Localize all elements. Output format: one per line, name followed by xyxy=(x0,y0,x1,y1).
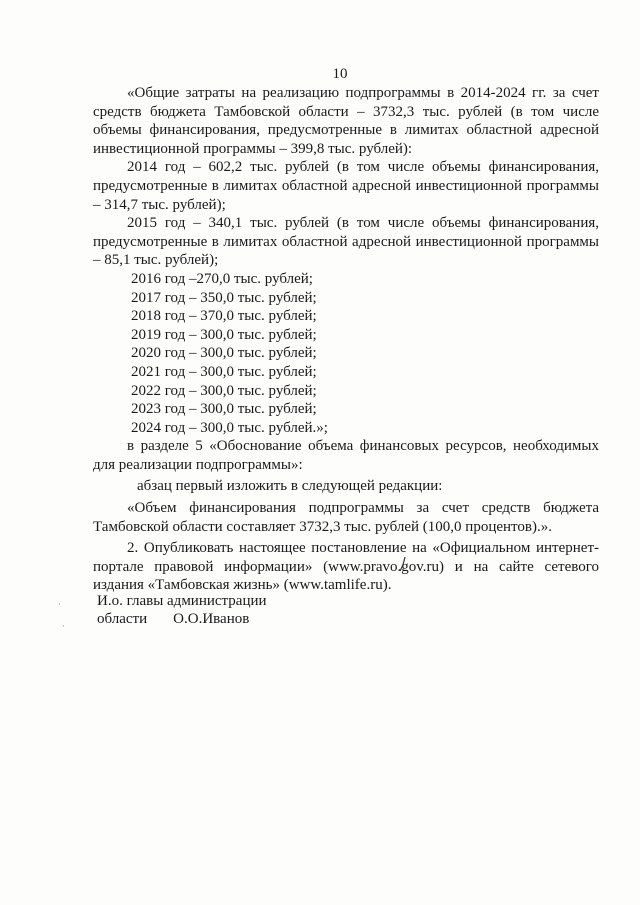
paragraph-publish: 2. Опубликовать настоящее постановление на «Официальном интернет-портале правовой информации» (www.pravo.gov.ru) и на сайте сетевого издания «Тамбовская жизнь» (www.tamlife.ru). xyxy=(93,540,599,594)
year-line-2017: 2017 год – 350,0 тыс. рублей; xyxy=(131,289,317,306)
signature-name: О.О.Иванов xyxy=(173,611,250,627)
year-line-2018: 2018 год – 370,0 тыс. рублей; xyxy=(131,308,317,325)
signature-block xyxy=(97,592,267,628)
paragraph-year-2015: 2015 год – 340,1 тыс. рублей (в том числе объемы финансирования, предусмотренные в лимитах областной адресной инвестиционной программы – 85,1 тыс. рублей); xyxy=(93,215,599,269)
signature-region-row xyxy=(97,610,267,628)
page-number: 10 xyxy=(332,66,348,82)
signature-region: области xyxy=(97,611,148,627)
pen-mark-icon xyxy=(398,556,408,572)
paragraph-section-5: в разделе 5 «Обоснование объема финансовых ресурсов, необходимых для реализации подпрограммы»: xyxy=(93,438,599,473)
year-line-2024: 2024 год – 300,0 тыс. рублей.»; xyxy=(131,419,328,436)
document-body xyxy=(93,84,599,595)
paragraph-total-costs: «Общие затраты на реализацию подпрограммы в 2014-2024 гг. за счет средств бюджета Тамбовской области – 3732,3 тыс. рублей (в том числе объемы финансирования, предусмотренные в лимитах областной адресной инвестиционной программы – 399,8 тыс. рублей): xyxy=(93,85,599,157)
paragraph-abzac: абзац первый изложить в следующей редакции: xyxy=(137,478,443,495)
year-line-2019: 2019 год – 300,0 тыс. рублей; xyxy=(131,326,317,343)
scan-speck-icon: · xyxy=(62,622,65,632)
year-list xyxy=(93,270,599,437)
year-line-2021: 2021 год – 300,0 тыс. рублей; xyxy=(131,363,317,380)
paragraph-volume: «Объем финансирования подпрограммы за счет средств бюджета Тамбовской области составляет 3732,3 тыс. рублей (100,0 процентов).». xyxy=(93,500,599,535)
year-line-2023: 2023 год – 300,0 тыс. рублей; xyxy=(131,401,317,418)
scan-speck-icon: · xyxy=(58,600,61,610)
year-line-2020: 2020 год – 300,0 тыс. рублей; xyxy=(131,345,317,362)
year-line-2016: 2016 год –270,0 тыс. рублей; xyxy=(131,270,313,287)
signature-title: И.о. главы администрации xyxy=(97,593,267,609)
year-line-2022: 2022 год – 300,0 тыс. рублей; xyxy=(131,382,317,399)
paragraph-year-2014: 2014 год – 602,2 тыс. рублей (в том числе объемы финансирования, предусмотренные в лимитах областной адресной инвестиционной программы – 314,7 тыс. рублей); xyxy=(93,159,599,213)
